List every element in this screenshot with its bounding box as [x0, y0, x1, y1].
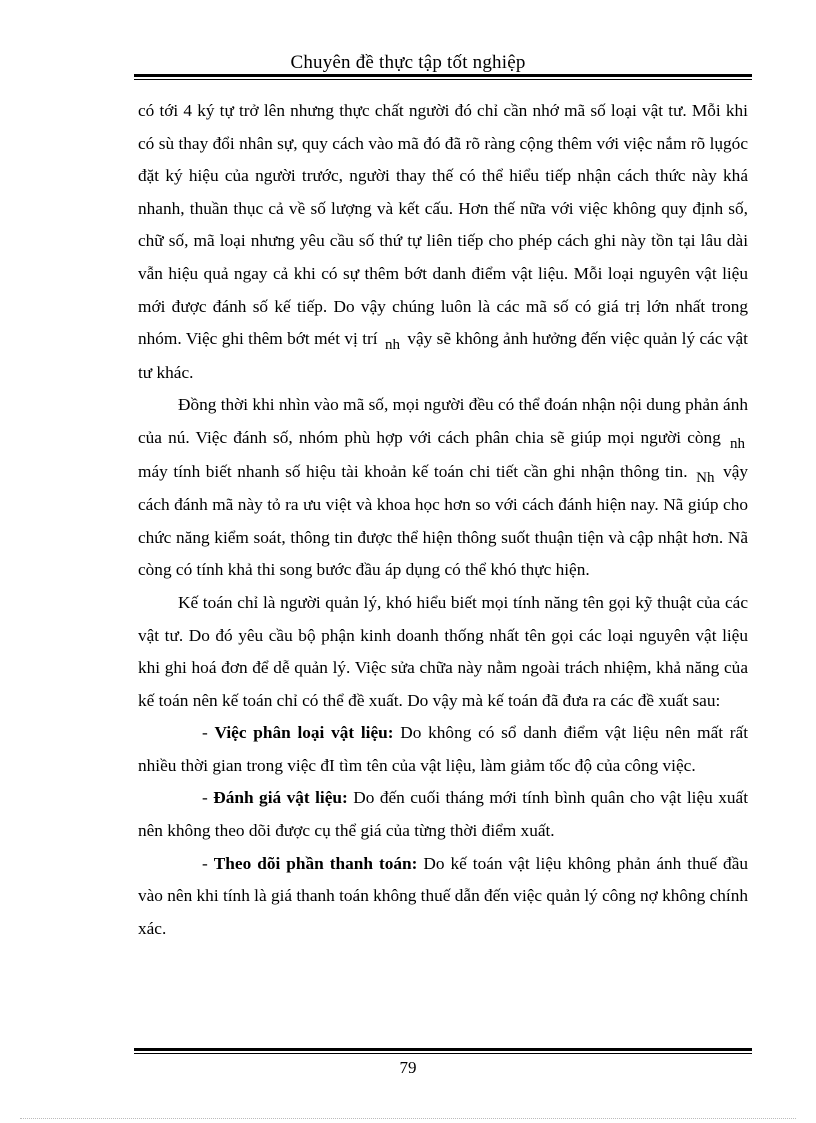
footer-rule-thick: [134, 1048, 752, 1051]
paragraph-1-tail: vậy sẽ không ảnh hưởng đến việc quản lý các vật tư khác.: [138, 329, 748, 382]
paragraph-2-part-c: vậy cách đánh mã này tỏ ra ưu việt và khoa học hơn so với cách đánh hiện nay. Nã giúp cho chức năng kiểm soát, thông tin được thể hiện thông suốt thuận tiện và cập nhật hơn. Nã còng có tính khả thi song bước đầu áp dụng có thể khó thực hiện.: [138, 461, 749, 580]
list-item-text: Do không có sổ danh điểm vật liệu nên mất rất nhiều thời gian trong việc đI tìm tên của vật liệu, làm giảm tốc độ của công việc.: [138, 723, 749, 775]
header-rule-thin: [134, 79, 752, 80]
list-item: [138, 717, 748, 782]
list-item-prefix: -: [202, 788, 214, 808]
body-text: [138, 95, 748, 945]
stray-fragment: nh: [729, 435, 745, 452]
list-item-prefix: -: [202, 853, 214, 873]
list-item-label: Việc phân loại vật liệu:: [214, 723, 394, 743]
header-title: Chuyên đề thực tập tốt nghiệp: [290, 52, 526, 73]
list-item: [138, 848, 748, 946]
paragraph-2-part-b: máy tính biết nhanh số hiệu tài khoản kế toán chi tiết cần ghi nhận thông tin.: [138, 461, 688, 481]
header-rule-thick: [134, 74, 752, 77]
stray-fragment: nh: [384, 337, 400, 354]
paragraph-1-text: có tới 4 ký tự trở lên nhưng thực chất người đó chỉ cần nhớ mã số loại vật tư. Mỗi khi có sù thay đổi nhân sự, quy cách vào mã đó đã rõ ràng cộng thêm với việc nắm rõ lụgóc đặt ký hiệu của người trước, người thay thế có thể hiểu tiếp nhận cách thức này khá nhanh, thuần thục cả về số lượng và kết cấu. Hơn thế nữa với việc không quy định số, chữ số, mã loại nhưng yêu cầu số thứ tự liên tiếp cho phép cách ghi này tồn tại lâu dài vẫn hiệu quả ngay cả khi có sự thêm bớt danh điểm vật liệu. Mỗi loại nguyên vật liệu mới được đánh số kế tiếp. Do vậy chúng luôn là các mã số có giá trị lớn nhất trong nhóm. Việc ghi thêm bớt mét vị trí: [138, 101, 748, 349]
page-edge-divider: [20, 1118, 796, 1119]
list-item-text: Do kế toán vật liệu không phản ánh thuế đầu vào nên khi tính là giá thanh toán không thuế dẫn đến việc quản lý công nợ không chính xác.: [138, 853, 749, 938]
paragraph-3: Kế toán chỉ là người quản lý, khó hiểu biết mọi tính năng tên gọi kỹ thuật của các vật tư. Do đó yêu cầu bộ phận kinh doanh thống nhất tên gọi các loại nguyên vật liệu khi ghi hoá đơn để dễ quản lý. Việc sửa chữa này nằm ngoài trách nhiệm, khả năng của kế toán nên kế toán chỉ có thể đề xuất. Do vậy mà kế toán đã đưa ra các đề xuất sau:: [138, 592, 748, 710]
footer-rule-thin: [134, 1053, 752, 1054]
list-item-label: Theo dõi phần thanh toán:: [213, 853, 418, 873]
list-item-label: Đánh giá vật liệu:: [213, 788, 348, 808]
paragraph-2-part-a: Đồng thời khi nhìn vào mã số, mọi người đều có thể đoán nhận nội dung phản ánh của nú. Việc đánh số, nhóm phù hợp với cách phân chia sẽ giúp mọi người còng: [138, 395, 749, 447]
stray-fragment: Nh: [696, 469, 715, 486]
page-number: 79: [399, 1058, 417, 1077]
paragraph-2: [138, 389, 748, 587]
list-item: [138, 782, 748, 847]
paragraph-1: [138, 95, 748, 389]
list-item-prefix: -: [202, 723, 215, 743]
list-item-text: Do đến cuối tháng mới tính bình quân cho vật liệu xuất nên không theo dõi được cụ thể giá của từng thời điểm xuất.: [138, 788, 749, 841]
